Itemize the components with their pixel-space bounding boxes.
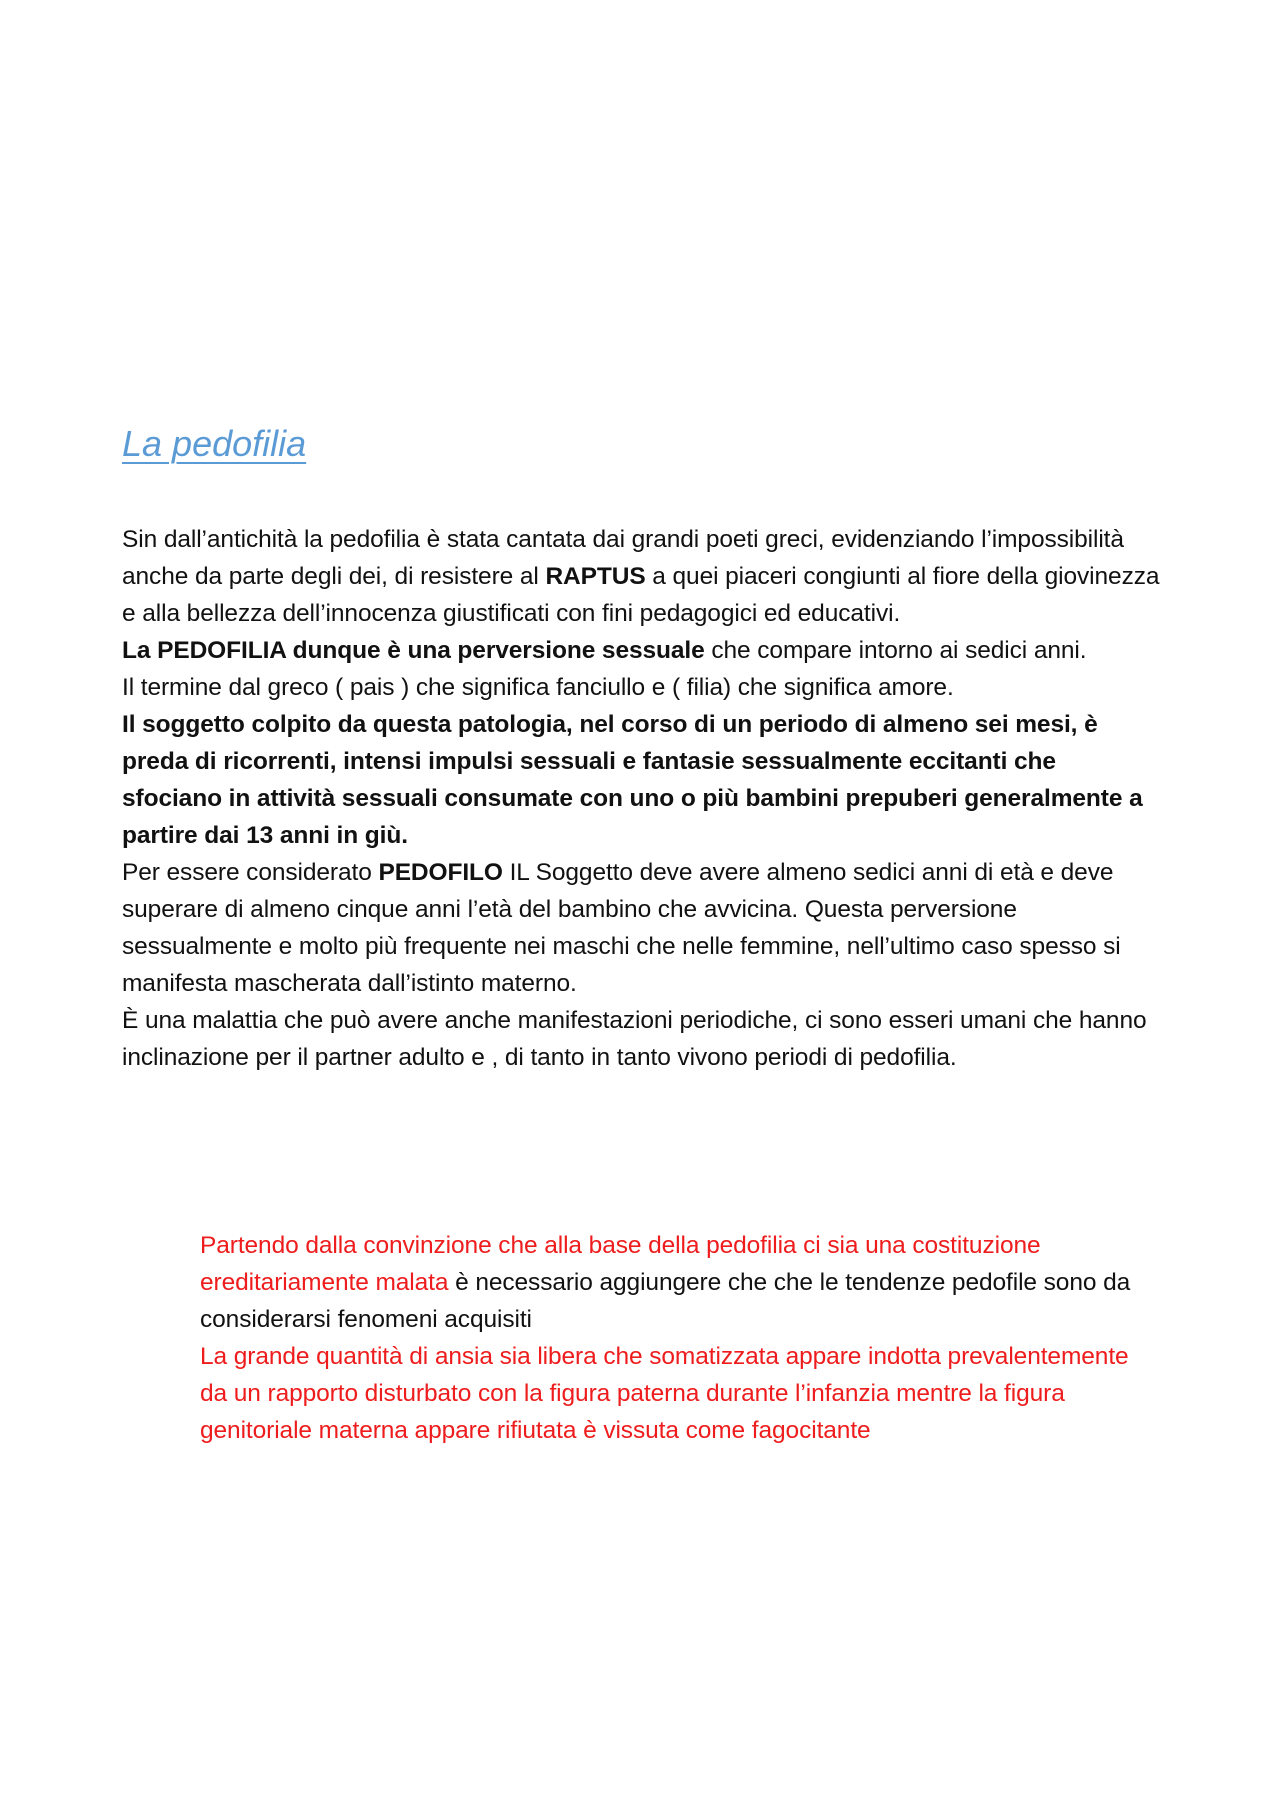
hereditary-text: è necessario aggiungere che che le tendenze pedofile sono da considerarsi fenomeni acquisiti <box>200 1269 1131 1333</box>
criteria-bold: Il soggetto colpito da questa patologia, nel corso di un periodo di almeno sei mesi, è preda di ricorrenti, intensi impulsi sessuali e fantasie sessualmente eccitanti che sfociano in attività sessuali consumate con uno o più bambini prepuberi generalmente a partire dai 13 anni in giù. <box>122 711 1143 849</box>
paragraph-definition <box>122 632 1162 669</box>
paragraph-anxiety: La grande quantità di ansia sia libera che somatizzata appare indotta prevalentemente da un rapporto disturbato con la figura paterna durante l’infanzia mentre la figura genitoriale materna appare rifiutata è vissuta come fagocitante <box>200 1343 1129 1444</box>
paragraph-etymology: Il termine dal greco ( pais ) che significa fanciullo e ( filia) che significa amore. <box>122 674 954 701</box>
definition-bold: La PEDOFILIA dunque è una perversione sessuale <box>122 637 705 664</box>
raptus-term: RAPTUS <box>545 563 646 590</box>
paragraph-age-requirements <box>122 854 1162 1002</box>
pedofilo-term: PEDOFILO <box>378 859 503 886</box>
paragraph-criteria <box>122 706 1162 854</box>
document-body <box>122 521 1162 1076</box>
age-text-end: IL Soggetto deve avere almeno sedici anni di età e deve superare di almeno cinque anni l’età del bambino che avvicina. Questa perversione sessualmente e molto più frequente nei maschi che nelle femmine, nell’ultimo caso spesso si manifesta mascherata dall’istinto materno. <box>122 859 1121 997</box>
age-text-start: Per essere considerato <box>122 859 379 886</box>
paragraph-intro <box>122 521 1162 632</box>
paragraph-intro-text: Sin dall’antichità la pedofilia è stata cantata dai grandi poeti greci, evidenziando l’impossibilità anche da parte degli dei, di resistere al <box>122 526 1124 590</box>
indented-block <box>200 1227 1160 1449</box>
document-title: La pedofilia <box>122 423 307 464</box>
hereditary-highlight: Partendo dalla convinzione che alla base della pedofilia ci sia una costituzione ereditariamente malata <box>200 1232 1041 1296</box>
paragraph-periodic: È una malattia che può avere anche manifestazioni periodiche, ci sono esseri umani che hanno inclinazione per il partner adulto e , di tanto in tanto vivono periodi di pedofilia. <box>122 1007 1147 1071</box>
paragraph-hereditary <box>200 1227 1160 1338</box>
paragraph-intro-text-end: a quei piaceri congiunti al fiore della giovinezza e alla bellezza dell’innocenza giustificati con fini pedagogici ed educativi. <box>122 563 1160 627</box>
definition-text: che compare intorno ai sedici anni. <box>704 637 1087 664</box>
